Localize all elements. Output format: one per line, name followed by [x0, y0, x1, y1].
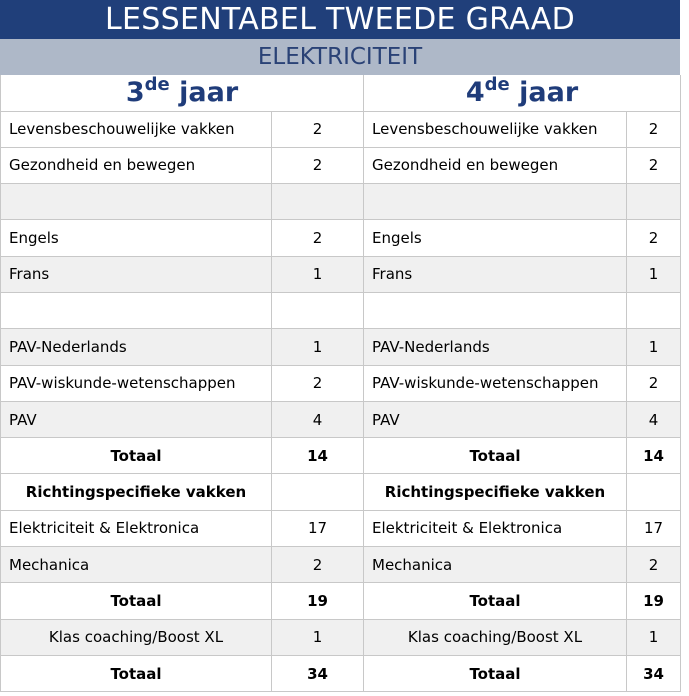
subject-label: Gezondheid en bewegen [364, 147, 627, 183]
hours-value: 2 [627, 111, 681, 147]
hours-value [272, 474, 364, 510]
year-word: jaar [179, 77, 239, 109]
hours-value [272, 184, 364, 220]
subject-label: Elektriciteit & Elektronica [1, 510, 272, 546]
hours-value: 2 [272, 220, 364, 256]
table-row [1, 655, 681, 691]
subject-label: Frans [1, 256, 272, 292]
year-header-row [1, 75, 681, 111]
hours-value: 2 [272, 111, 364, 147]
year-suffix: de [484, 75, 510, 96]
table-row [1, 547, 681, 583]
table-row [1, 583, 681, 619]
subject-label: Levensbeschouwelijke vakken [1, 111, 272, 147]
table-row [1, 256, 681, 292]
hours-value [627, 474, 681, 510]
hours-value: 2 [627, 220, 681, 256]
subject-label: Gezondheid en bewegen [1, 147, 272, 183]
hours-value [272, 292, 364, 328]
year-header-4 [364, 75, 681, 111]
subject-label: PAV-Nederlands [364, 329, 627, 365]
hours-value: 2 [272, 147, 364, 183]
subject-label: PAV-wiskunde-wetenschappen [1, 365, 272, 401]
table-row [1, 220, 681, 256]
subject-label: PAV [364, 401, 627, 437]
hours-value: 2 [627, 365, 681, 401]
page-title: LESSENTABEL TWEEDE GRAAD [0, 0, 680, 39]
section-header: Richtingspecifieke vakken [1, 474, 272, 510]
hours-value: 17 [627, 510, 681, 546]
hours-value: 1 [627, 329, 681, 365]
hours-value: 1 [627, 619, 681, 655]
subject-label: PAV [1, 401, 272, 437]
table-row [1, 365, 681, 401]
total-label: Totaal [1, 655, 272, 691]
hours-value: 2 [272, 365, 364, 401]
subject-label [364, 292, 627, 328]
subject-label: Engels [364, 220, 627, 256]
subject-label: Engels [1, 220, 272, 256]
hours-value: 4 [627, 401, 681, 437]
subject-label: Frans [364, 256, 627, 292]
hours-value: 1 [272, 619, 364, 655]
lessentabel [0, 75, 681, 692]
subject-label: Mechanica [1, 547, 272, 583]
hours-value: 2 [627, 147, 681, 183]
subject-label: Klas coaching/Boost XL [364, 619, 627, 655]
total-label: Totaal [1, 438, 272, 474]
subject-label: Klas coaching/Boost XL [1, 619, 272, 655]
total-hours: 34 [627, 655, 681, 691]
total-label: Totaal [364, 583, 627, 619]
total-hours: 14 [627, 438, 681, 474]
year-number: 3 [125, 77, 145, 109]
hours-value: 4 [272, 401, 364, 437]
table-row [1, 510, 681, 546]
total-hours: 19 [272, 583, 364, 619]
hours-value: 1 [627, 256, 681, 292]
total-hours: 14 [272, 438, 364, 474]
subject-label: PAV-wiskunde-wetenschappen [364, 365, 627, 401]
hours-value [627, 292, 681, 328]
subject-label: Levensbeschouwelijke vakken [364, 111, 627, 147]
subject-label [364, 184, 627, 220]
hours-value: 2 [272, 547, 364, 583]
table-row [1, 292, 681, 328]
hours-value [627, 184, 681, 220]
table-row [1, 438, 681, 474]
year-number: 4 [465, 77, 485, 109]
table-row [1, 619, 681, 655]
subject-label [1, 184, 272, 220]
year-header-3 [1, 75, 364, 111]
subject-label: Elektriciteit & Elektronica [364, 510, 627, 546]
year-word: jaar [519, 77, 579, 109]
table-row [1, 329, 681, 365]
total-label: Totaal [364, 438, 627, 474]
total-label: Totaal [364, 655, 627, 691]
hours-value: 2 [627, 547, 681, 583]
total-hours: 19 [627, 583, 681, 619]
subject-label [1, 292, 272, 328]
table-row [1, 111, 681, 147]
subject-label: PAV-Nederlands [1, 329, 272, 365]
total-hours: 34 [272, 655, 364, 691]
subject-label: Mechanica [364, 547, 627, 583]
page-subtitle: ELEKTRICITEIT [0, 39, 680, 75]
year-suffix: de [144, 75, 170, 96]
hours-value: 17 [272, 510, 364, 546]
total-label: Totaal [1, 583, 272, 619]
table-row [1, 474, 681, 510]
table-row [1, 184, 681, 220]
section-header: Richtingspecifieke vakken [364, 474, 627, 510]
hours-value: 1 [272, 329, 364, 365]
table-row [1, 401, 681, 437]
hours-value: 1 [272, 256, 364, 292]
table-row [1, 147, 681, 183]
